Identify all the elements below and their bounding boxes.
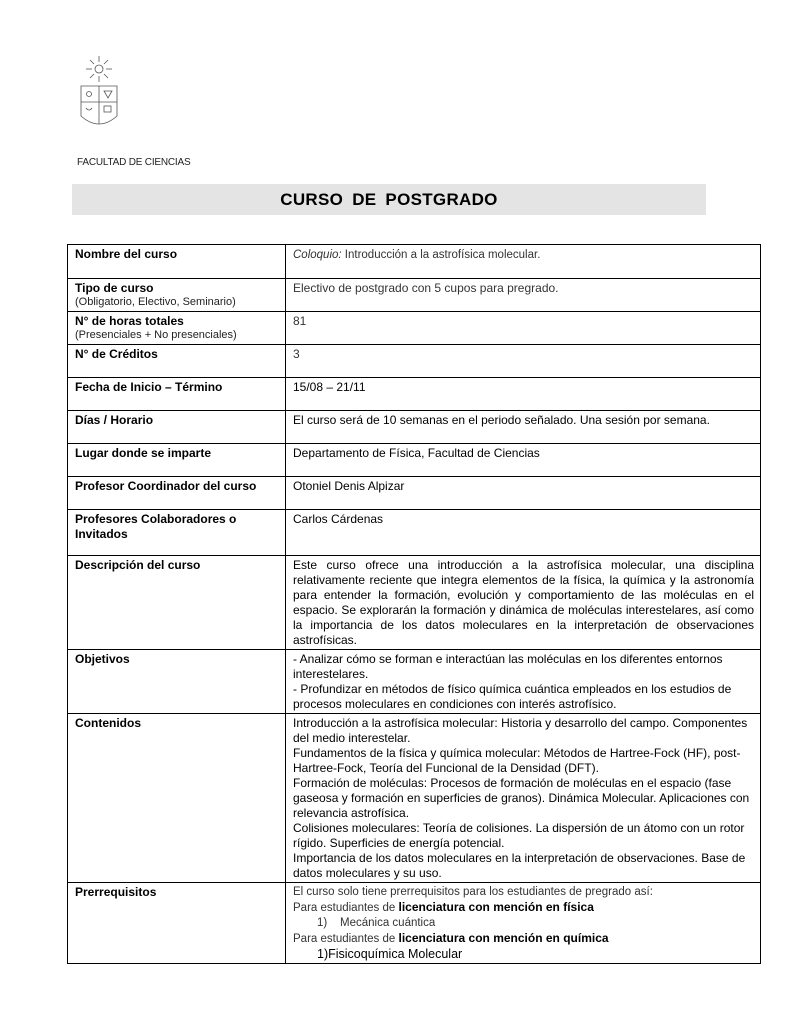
dates-value: 15/08 – 21/11 xyxy=(286,378,761,411)
physics-line xyxy=(293,900,754,916)
schedule-label: Días / Horario xyxy=(68,411,286,444)
description-value: Este curso ofrece una introducción a la astrofísica molecular, una disciplina relativamente reciente que integra elementos de la física, la química y la astronomía para entender la formación, evolución y comportamiento de las moléculas en el espacio. Se explorarán la formación y dinámica de moléculas interestelares, así como la importancia de los datos moleculares en la interpretación de observaciones astrofísicas. xyxy=(286,556,761,650)
contents-label: Contenidos xyxy=(68,714,286,883)
row-credits xyxy=(68,345,761,378)
course-name-italic: Coloquio: xyxy=(293,249,342,261)
chemistry-requirement: 1)Fisicoquímica Molecular xyxy=(317,947,463,961)
chemistry-degree: licenciatura con mención en química xyxy=(398,931,609,945)
prerequisites-label: Prerrequisitos xyxy=(68,883,286,964)
dates-label: Fecha de Inicio – Término xyxy=(68,378,286,411)
course-name-value xyxy=(286,245,761,279)
collaborators-value: Carlos Cárdenas xyxy=(286,510,761,556)
content-item: Formación de moléculas: Procesos de formación de moléculas en el espacio (fase gaseosa y formación en superficies de granos). Dinámica Molecular. Aplicaciones con relevancia astrofísica. xyxy=(293,776,750,820)
page-title: CURSO DE POSTGRADO xyxy=(280,189,498,209)
row-dates xyxy=(68,378,761,411)
place-value: Departamento de Física, Facultad de Ciencias xyxy=(286,444,761,477)
schedule-value: El curso será de 10 semanas en el periodo señalado. Una sesión por semana. xyxy=(286,411,761,444)
total-hours-sublabel: (Presenciales + No presenciales) xyxy=(75,329,237,341)
content-item: Importancia de los datos moleculares en la interpretación de observaciones. Base de datos moleculares y su uso. xyxy=(293,851,746,880)
row-collaborators xyxy=(68,510,761,556)
row-place xyxy=(68,444,761,477)
row-coordinator xyxy=(68,477,761,510)
total-hours-label xyxy=(68,312,286,345)
physics-prefix: Para estudiantes de xyxy=(293,902,399,914)
row-schedule xyxy=(68,411,761,444)
title-banner xyxy=(72,184,706,215)
contents-value xyxy=(286,714,761,883)
chemistry-line xyxy=(293,931,754,947)
row-course-name xyxy=(68,245,761,279)
course-type-label-text: Tipo de curso xyxy=(75,281,154,295)
course-name-label: Nombre del curso xyxy=(68,245,286,279)
objectives-value xyxy=(286,650,761,714)
description-label: Descripción del curso xyxy=(68,556,286,650)
place-label: Lugar donde se imparte xyxy=(68,444,286,477)
faculty-name: FACULTAD DE CIENCIAS xyxy=(77,157,191,168)
prerequisites-intro: El curso solo tiene prerrequisitos para los estudiantes de pregrado así: xyxy=(293,886,653,898)
physics-requirement: 1) Mecánica cuántica xyxy=(317,917,436,929)
objective-item: - Analizar cómo se forman e interactúan las moléculas en los diferentes entornos interestelares. xyxy=(293,652,723,681)
row-objectives xyxy=(68,650,761,714)
course-type-value: Electivo de postgrado con 5 cupos para pregrado. xyxy=(286,279,761,312)
row-total-hours xyxy=(68,312,761,345)
objective-item: - Profundizar en métodos de físico química cuántica empleados en los estudios de procesos moleculares en condiciones con interés astrofísico. xyxy=(293,682,732,711)
coordinator-value: Otoniel Denis Alpizar xyxy=(286,477,761,510)
course-name-rest: Introducción a la astrofísica molecular. xyxy=(341,249,541,261)
objectives-label: Objetivos xyxy=(68,650,286,714)
prerequisites-value xyxy=(286,883,761,964)
chemistry-prefix: Para estudiantes de xyxy=(293,933,399,945)
credits-value: 3 xyxy=(286,345,761,378)
row-course-type xyxy=(68,279,761,312)
university-seal-logo xyxy=(77,52,121,136)
course-info-table xyxy=(67,244,761,964)
content-item: Colisiones moleculares: Teoría de colisiones. La dispersión de un átomo con un rotor rígido. Superficies de energía potencial. xyxy=(293,821,745,850)
row-description xyxy=(68,556,761,650)
course-type-label xyxy=(68,279,286,312)
content-item: Fundamentos de la física y química molecular: Métodos de Hartree-Fock (HF), post-Hartree-Fock, Teoría del Funcional de la Densidad (DFT). xyxy=(293,746,741,775)
collaborators-label: Profesores Colaboradores o Invitados xyxy=(68,510,286,556)
total-hours-label-text: N° de horas totales xyxy=(75,314,184,328)
row-contents xyxy=(68,714,761,883)
physics-degree: licenciatura con mención en física xyxy=(398,900,594,914)
coordinator-label: Profesor Coordinador del curso xyxy=(68,477,286,510)
content-item: Introducción a la astrofísica molecular: Historia y desarrollo del campo. Componentes del medio interestelar. xyxy=(293,716,748,745)
course-type-sublabel: (Obligatorio, Electivo, Seminario) xyxy=(75,296,236,308)
credits-label: N° de Créditos xyxy=(68,345,286,378)
row-prerequisites xyxy=(68,883,761,964)
total-hours-value: 81 xyxy=(286,312,761,345)
